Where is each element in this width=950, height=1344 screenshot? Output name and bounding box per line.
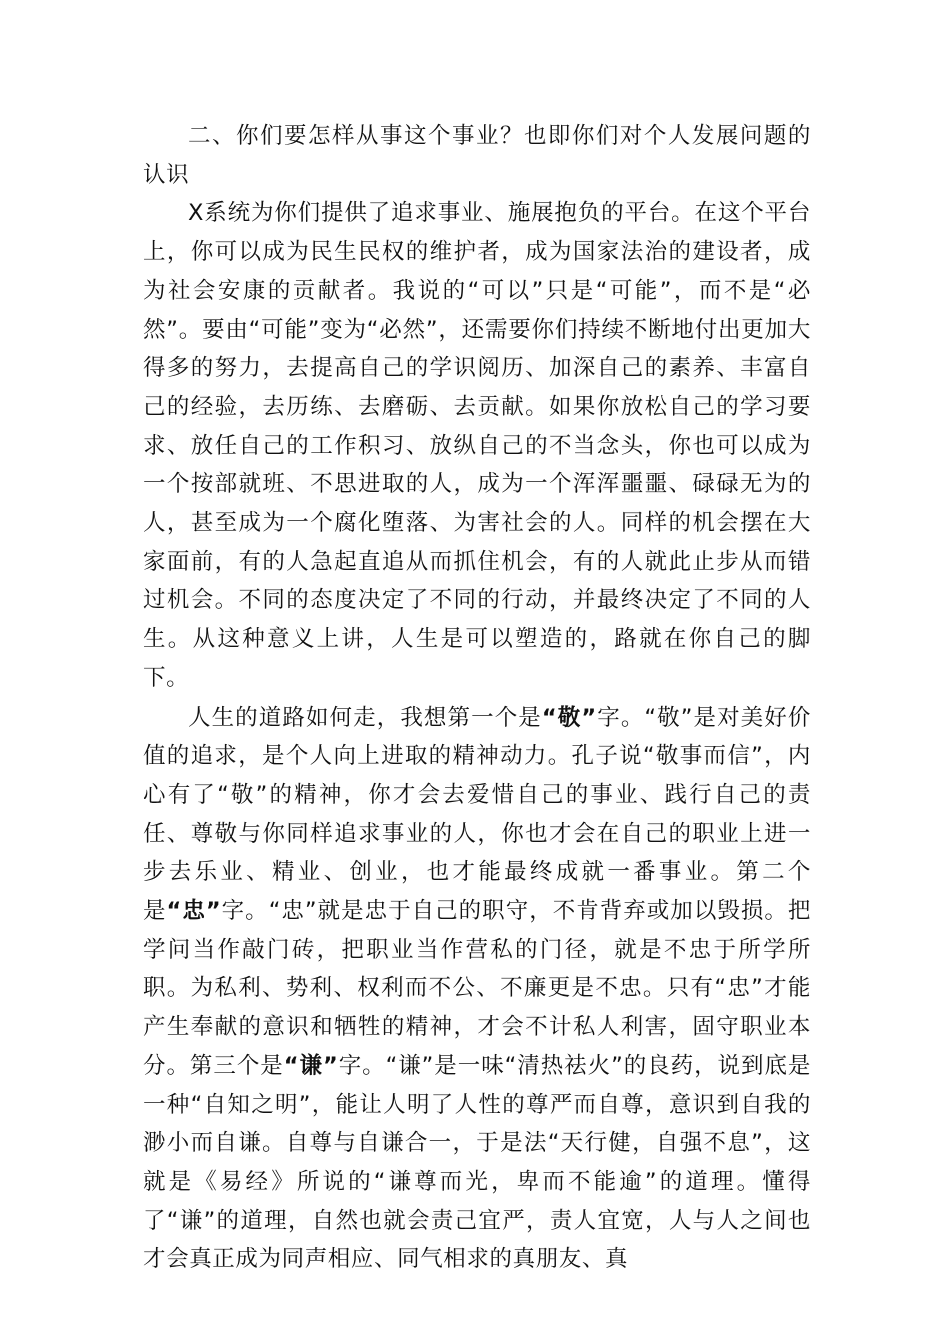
section-heading: 二、你们要怎样从事这个事业？也即你们对个人发展问题的认识 <box>143 123 811 188</box>
virtue-zhong: “忠” <box>166 898 222 925</box>
virtues-text-2: 字。“敬”是对美好价值的追求，是个人向上进取的精神动力。孔子说“敬事而信”，内心有了“敬”的精神，你才会去爱惜自己的事业、践行自己的责任、尊敬与你同样追求事业的人，你也才会在自己的职业上进一步去乐业、精业、创业，也才能最终成就一番事业。第二个是 <box>143 704 811 925</box>
virtues-text-4: 字。“谦”是一味“清热祛火”的良药，说到底是一种“自知之明”，能让人明了人性的尊严而自尊，意识到自我的渺小而自谦。自尊与自谦合一，于是法“天行健，自强不息”，这就是《易经》所说的“谦尊而光，卑而不能逾”的道理。懂得了“谦”的道理，自然也就会责己宜严，责人宜宽，人与人之间也才会真正成为同声相应、同气相求的真朋友、真 <box>143 1052 811 1273</box>
virtue-jing: “敬” <box>541 704 597 731</box>
document-body <box>143 117 811 1279</box>
virtue-qian: “谦” <box>283 1052 339 1079</box>
virtues-text-1: 人生的道路如何走，我想第一个是 <box>188 704 542 731</box>
virtues-text-3: 字。“忠”就是忠于自己的职守，不肯背弃或加以毁损。把学问当作敲门砖，把职业当作营私的门径，就是不忠于所学所职。为私利、势利、权利而不公、不廉更是不忠。只有“忠”才能产生奉献的意识和牺牲的精神，才会不计私人利害，固守职业本分。第三个是 <box>143 898 811 1079</box>
paragraph-virtues <box>143 699 811 1280</box>
paragraph-platform: X系统为你们提供了追求事业、施展抱负的平台。在这个平台上，你可以成为民生民权的维护者，成为国家法治的建设者，成为社会安康的贡献者。我说的“可以”只是“可能”，而不是“必然”。要由“可能”变为“必然”，还需要你们持续不断地付出更加大得多的努力，去提高自己的学识阅历、加深自己的素养、丰富自己的经验，去历练、去磨砺、去贡献。如果你放松自己的学习要求、放任自己的工作积习、放纵自己的不当念头，你也可以成为一个按部就班、不思进取的人，成为一个浑浑噩噩、碌碌无为的人，甚至成为一个腐化堕落、为害社会的人。同样的机会摆在大家面前，有的人急起直追从而抓住机会，有的人就此止步从而错过机会。不同的态度决定了不同的行动，并最终决定了不同的人生。从这种意义上讲，人生是可以塑造的，路就在你自己的脚下。 <box>143 200 811 691</box>
